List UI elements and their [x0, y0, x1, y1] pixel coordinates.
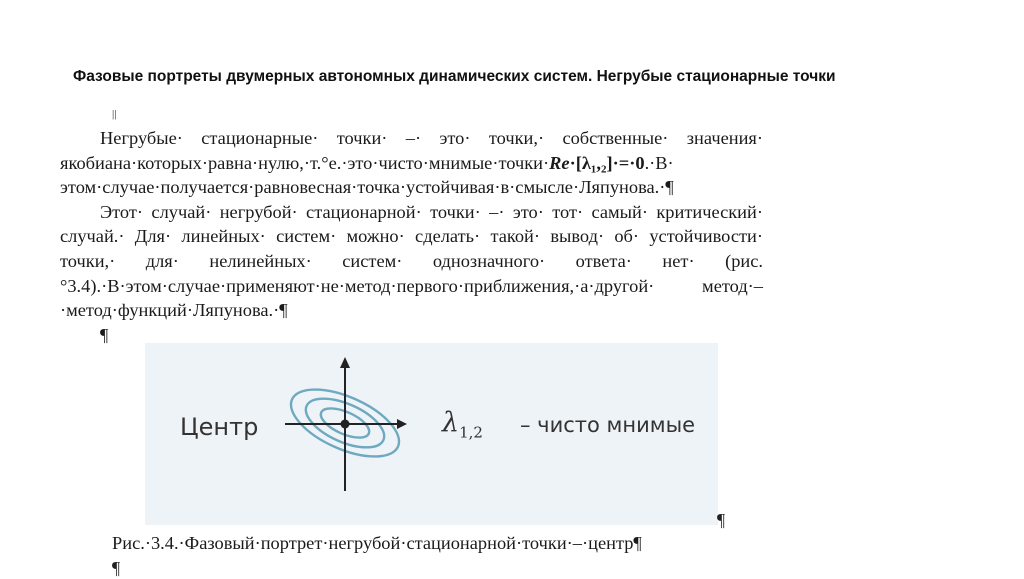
figure-end-mark: ¶ — [717, 510, 726, 530]
figure-label-center: Центр — [180, 413, 259, 441]
paragraph-1-end: .·В· этом·случае·получается·равновесная·точка·устойчивая·в·смысле·Ляпунова.·¶ — [60, 152, 674, 198]
empty-paragraph: ¶ — [100, 324, 109, 345]
figure-caption: Рис.·3.4.·Фазовый·портрет·негрубой·стационарной·точки·–·центр¶ — [112, 533, 642, 553]
document-body — [60, 126, 763, 347]
paragraph-2: Этот· случай· негрубой· стационарной· точки· –· это· тот· самый· критический· случай.· Для· линейных· систем· можно· сделать· такой· вывод· об· устойчивости· точки,· для· нелинейных· систем· однозначного· ответа· нет· (рис.°3.4).·В·этом·случае·применяют·не·метод·первого·приближения,·а·другой· метод·–·метод·функций·Ляпунова.·¶ — [60, 201, 763, 321]
paragraph-1 — [60, 126, 763, 200]
phase-portrait-figure — [145, 343, 718, 525]
paragraph-1-text: Негрубые· стационарные· точки· –· это· точки,· собственные· значения· якобиана·которых·равна·нулю,·т.°е.·это·чисто·мнимые·точки· — [60, 128, 763, 173]
re-symbol: Re — [549, 152, 570, 173]
lambda-subscript: 1,2 — [459, 423, 483, 442]
axes — [285, 357, 407, 491]
figure-label-imaginary: – чисто мнимые — [520, 413, 696, 437]
lambda-equation: ·[λ₁,₂]·=·0 — [569, 152, 645, 173]
x-axis-arrow — [397, 419, 407, 429]
lambda-symbol: λ — [442, 407, 460, 438]
bottom-mark: ¶ — [112, 558, 121, 578]
top-mark: || — [112, 108, 117, 120]
slide-title: Фазовые портреты двумерных автономных динамических систем. Негрубые стационарные точки — [73, 68, 836, 85]
y-axis-arrow — [340, 357, 350, 368]
lambda-label — [442, 407, 483, 441]
center-point — [341, 420, 350, 429]
